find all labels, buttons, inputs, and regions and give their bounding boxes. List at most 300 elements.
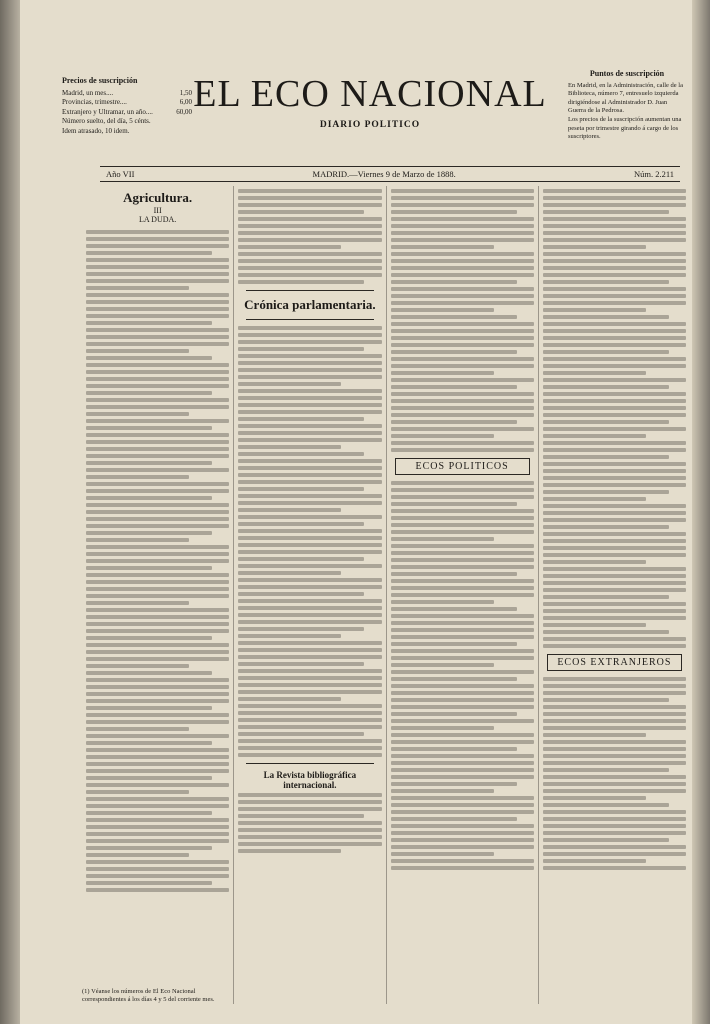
text-line xyxy=(86,230,229,234)
text-line xyxy=(86,517,229,521)
text-line xyxy=(238,683,381,687)
text-line xyxy=(238,800,381,804)
text-line xyxy=(238,452,364,456)
text-line xyxy=(391,441,534,445)
agricultura-numeral: III xyxy=(153,206,162,215)
text-line xyxy=(238,585,381,589)
cronica-body xyxy=(238,326,381,757)
text-line xyxy=(238,571,341,575)
text-line xyxy=(391,196,534,200)
text-line xyxy=(238,690,381,694)
text-line xyxy=(238,196,381,200)
text-line xyxy=(238,424,381,428)
text-line xyxy=(86,888,229,892)
text-line xyxy=(543,644,686,648)
footnote: (1) Véanse los números de El Eco Nacional correspondientes á los días 4 y 5 del corriente mes. xyxy=(82,988,215,1003)
text-line xyxy=(86,307,229,311)
text-line xyxy=(86,510,229,514)
text-line xyxy=(543,616,686,620)
revista-body xyxy=(238,793,381,853)
text-line xyxy=(543,698,669,702)
text-line xyxy=(86,531,212,535)
text-line xyxy=(391,761,534,765)
masthead xyxy=(20,62,692,162)
text-line xyxy=(543,399,686,403)
text-line xyxy=(238,347,364,351)
text-line xyxy=(543,567,686,571)
text-line xyxy=(238,259,381,263)
text-line xyxy=(543,420,669,424)
text-line xyxy=(86,552,229,556)
text-line xyxy=(543,546,686,550)
text-line xyxy=(391,509,534,513)
text-line xyxy=(543,817,686,821)
text-line xyxy=(86,412,189,416)
text-line xyxy=(391,502,517,506)
text-line xyxy=(543,259,686,263)
dateline xyxy=(100,166,680,182)
text-line xyxy=(86,685,229,689)
text-line xyxy=(543,280,669,284)
ecos-politicos-body xyxy=(391,481,534,870)
text-line xyxy=(86,762,229,766)
text-line xyxy=(238,396,381,400)
text-line xyxy=(391,586,534,590)
text-line xyxy=(391,523,534,527)
text-line xyxy=(391,301,534,305)
text-line xyxy=(543,238,686,242)
text-line xyxy=(543,789,686,793)
text-line xyxy=(86,426,212,430)
column-1 xyxy=(82,186,234,1004)
text-line xyxy=(238,326,381,330)
text-line xyxy=(391,217,534,221)
text-line xyxy=(543,691,686,695)
text-line xyxy=(238,375,381,379)
text-line xyxy=(86,832,229,836)
text-line xyxy=(86,419,229,423)
article-columns xyxy=(82,186,690,1004)
text-line xyxy=(238,606,381,610)
price-note: Número suelto, del día, 5 cénts. xyxy=(62,117,151,125)
text-line xyxy=(391,336,534,340)
text-line xyxy=(86,853,189,857)
text-line xyxy=(86,468,229,472)
text-line xyxy=(543,775,686,779)
text-line xyxy=(543,726,686,730)
text-line xyxy=(86,524,229,528)
text-line xyxy=(543,294,686,298)
text-line xyxy=(391,768,534,772)
text-line xyxy=(391,245,494,249)
divider xyxy=(246,763,373,764)
text-line xyxy=(238,210,364,214)
text-line xyxy=(543,539,686,543)
text-line xyxy=(391,378,534,382)
text-line xyxy=(543,441,686,445)
text-line xyxy=(86,846,212,850)
text-line xyxy=(238,340,381,344)
column-3-body xyxy=(391,189,534,452)
text-line xyxy=(543,782,686,786)
text-line xyxy=(391,364,534,368)
text-line xyxy=(543,287,686,291)
text-line xyxy=(543,497,646,501)
revista-title: La Revista bibliográfica internacional. xyxy=(263,770,357,790)
text-line xyxy=(238,480,381,484)
text-line xyxy=(238,431,381,435)
text-line xyxy=(86,790,189,794)
text-line xyxy=(543,364,686,368)
text-line xyxy=(238,725,381,729)
text-line xyxy=(543,329,686,333)
text-line xyxy=(391,838,534,842)
agricultura-body xyxy=(86,230,229,892)
text-line xyxy=(391,488,534,492)
text-line xyxy=(238,711,381,715)
text-line xyxy=(391,406,534,410)
text-line xyxy=(238,849,341,853)
text-line xyxy=(238,821,381,825)
text-line xyxy=(391,782,517,786)
text-line xyxy=(543,245,646,249)
text-line xyxy=(543,266,686,270)
text-line xyxy=(86,587,229,591)
text-line xyxy=(391,315,517,319)
text-line xyxy=(238,704,381,708)
text-line xyxy=(238,417,364,421)
text-line xyxy=(238,662,364,666)
ecos-politicos-title: ECOS POLITICOS xyxy=(395,458,530,475)
text-line xyxy=(86,769,229,773)
text-line xyxy=(238,224,381,228)
text-line xyxy=(391,845,534,849)
text-line xyxy=(543,322,686,326)
divider xyxy=(246,290,373,291)
text-line xyxy=(238,252,381,256)
price-row: Provincias, trimestre.... 6,00 xyxy=(62,98,192,106)
text-line xyxy=(86,489,229,493)
text-line xyxy=(543,602,686,606)
text-line xyxy=(391,357,534,361)
text-line xyxy=(86,461,212,465)
text-line xyxy=(86,867,229,871)
text-line xyxy=(86,440,229,444)
text-line xyxy=(543,217,686,221)
text-line xyxy=(86,601,189,605)
text-line xyxy=(543,483,686,487)
newspaper-title: EL ECO NACIONAL xyxy=(193,73,547,115)
text-line xyxy=(238,410,381,414)
text-line xyxy=(391,287,534,291)
text-line xyxy=(238,641,381,645)
text-line xyxy=(86,447,229,451)
text-line xyxy=(86,314,229,318)
text-line xyxy=(238,466,381,470)
text-line xyxy=(543,462,686,466)
text-line xyxy=(86,748,229,752)
ecos-extranjeros-body xyxy=(543,677,686,870)
text-line xyxy=(543,719,686,723)
text-line xyxy=(391,427,534,431)
text-line xyxy=(238,529,381,533)
text-line xyxy=(86,615,229,619)
text-line xyxy=(391,859,534,863)
text-line xyxy=(543,852,686,856)
text-line xyxy=(543,754,686,758)
text-line xyxy=(543,761,686,765)
text-line xyxy=(543,623,646,627)
text-line xyxy=(238,842,381,846)
text-line xyxy=(86,482,229,486)
text-line xyxy=(391,558,534,562)
text-line xyxy=(86,811,212,815)
text-line xyxy=(543,588,686,592)
text-line xyxy=(86,818,229,822)
text-line xyxy=(86,251,212,255)
text-line xyxy=(543,831,686,835)
column-4-body xyxy=(543,189,686,648)
text-line xyxy=(86,860,229,864)
text-line xyxy=(238,473,381,477)
text-line xyxy=(543,476,686,480)
text-line xyxy=(86,321,212,325)
text-line xyxy=(86,580,229,584)
text-line xyxy=(391,495,534,499)
text-line xyxy=(86,237,229,241)
text-line xyxy=(543,803,669,807)
text-line xyxy=(391,607,517,611)
text-line xyxy=(86,300,229,304)
text-line xyxy=(238,245,341,249)
text-line xyxy=(543,581,686,585)
text-line xyxy=(391,684,534,688)
text-line xyxy=(238,669,381,673)
text-line xyxy=(391,810,534,814)
text-line xyxy=(86,363,229,367)
text-line xyxy=(391,481,534,485)
text-line xyxy=(543,796,646,800)
text-line xyxy=(391,705,534,709)
issue-date: MADRID.—Viernes 9 de Marzo de 1888. xyxy=(312,169,456,179)
text-line xyxy=(391,628,534,632)
text-line xyxy=(543,273,686,277)
text-line xyxy=(391,663,494,667)
text-line xyxy=(391,413,534,417)
text-line xyxy=(391,238,534,242)
text-line xyxy=(238,627,364,631)
text-line xyxy=(543,684,686,688)
text-line xyxy=(86,405,229,409)
text-line xyxy=(391,614,534,618)
text-line xyxy=(86,671,212,675)
text-line xyxy=(543,677,686,681)
text-line xyxy=(543,308,646,312)
text-line xyxy=(543,455,669,459)
text-line xyxy=(86,776,212,780)
text-line xyxy=(391,712,517,716)
text-line xyxy=(391,726,494,730)
text-line xyxy=(543,838,669,842)
text-line xyxy=(543,224,686,228)
price-row: Madrid, un mes.... 1,50 xyxy=(62,88,192,97)
text-line xyxy=(391,551,534,555)
text-line xyxy=(86,265,229,269)
text-line xyxy=(86,664,189,668)
text-line xyxy=(391,329,534,333)
text-line xyxy=(86,594,229,598)
page-edge xyxy=(692,0,710,1024)
text-line xyxy=(391,656,534,660)
text-line xyxy=(543,336,686,340)
text-line xyxy=(86,692,229,696)
text-line xyxy=(391,294,534,298)
text-line xyxy=(391,824,534,828)
text-line xyxy=(238,273,381,277)
agricultura-heading xyxy=(86,190,229,224)
text-line xyxy=(238,564,381,568)
text-line xyxy=(391,733,534,737)
text-line xyxy=(391,252,534,256)
text-line xyxy=(543,609,686,613)
text-line xyxy=(86,293,229,297)
text-line xyxy=(238,438,381,442)
text-line xyxy=(391,322,534,326)
text-line xyxy=(391,565,534,569)
text-line xyxy=(391,371,494,375)
text-line xyxy=(86,573,229,577)
text-line xyxy=(86,384,229,388)
text-line xyxy=(238,522,364,526)
text-line xyxy=(238,746,381,750)
text-line xyxy=(391,266,534,270)
text-line xyxy=(238,403,381,407)
text-line xyxy=(391,231,534,235)
text-line xyxy=(238,592,364,596)
text-line xyxy=(86,342,229,346)
text-line xyxy=(543,196,686,200)
text-line xyxy=(238,697,341,701)
text-line xyxy=(86,706,212,710)
text-line xyxy=(543,252,686,256)
text-line xyxy=(86,643,229,647)
text-line xyxy=(391,259,534,263)
text-line xyxy=(238,718,381,722)
text-line xyxy=(238,578,381,582)
text-line xyxy=(543,525,669,529)
text-line xyxy=(543,357,686,361)
text-line xyxy=(391,420,517,424)
text-line xyxy=(543,511,686,515)
text-line xyxy=(543,560,646,564)
text-line xyxy=(391,754,534,758)
text-line xyxy=(543,301,686,305)
text-line xyxy=(391,866,534,870)
text-line xyxy=(238,732,364,736)
text-line xyxy=(543,768,669,772)
text-line xyxy=(238,487,364,491)
text-line xyxy=(391,385,517,389)
text-line xyxy=(391,392,534,396)
text-line xyxy=(86,755,229,759)
text-line xyxy=(86,636,212,640)
text-line xyxy=(543,747,686,751)
text-line xyxy=(238,807,381,811)
year-label: Año VII xyxy=(106,169,135,179)
text-line xyxy=(238,217,381,221)
text-line xyxy=(86,496,212,500)
newspaper-subtitle: DIARIO POLITICO xyxy=(319,120,421,130)
text-line xyxy=(86,391,212,395)
text-line xyxy=(86,566,212,570)
text-line xyxy=(238,333,381,337)
text-line xyxy=(238,814,364,818)
text-line xyxy=(391,740,534,744)
text-line xyxy=(391,747,517,751)
text-line xyxy=(543,469,686,473)
text-line xyxy=(86,622,229,626)
text-line xyxy=(86,741,212,745)
text-line xyxy=(238,648,381,652)
text-line xyxy=(238,382,341,386)
text-line xyxy=(86,734,229,738)
text-line xyxy=(391,434,494,438)
text-line xyxy=(86,713,229,717)
text-line xyxy=(391,280,517,284)
subscription-points-heading: Puntos de suscripción xyxy=(589,69,665,78)
agricultura-continued xyxy=(238,189,381,284)
text-line xyxy=(238,445,341,449)
text-line xyxy=(238,599,381,603)
text-line xyxy=(543,553,686,557)
text-line xyxy=(391,852,494,856)
text-line xyxy=(391,537,494,541)
text-line xyxy=(86,699,229,703)
subscription-point-line: Los precios de la suscripción aumentan una peseta por trimestre girando á cargo de los suscriptores. xyxy=(568,115,682,141)
text-line xyxy=(543,203,686,207)
text-line xyxy=(238,613,381,617)
text-line xyxy=(238,793,381,797)
text-line xyxy=(238,634,341,638)
text-line xyxy=(543,630,669,634)
text-line xyxy=(543,637,686,641)
text-line xyxy=(543,371,646,375)
text-line xyxy=(391,698,534,702)
text-line xyxy=(86,335,229,339)
text-line xyxy=(391,803,534,807)
text-line xyxy=(543,824,686,828)
price-row: Extranjero y Ultramar, un año.... 60,00 xyxy=(62,107,192,116)
text-line xyxy=(238,835,381,839)
text-line xyxy=(238,203,381,207)
text-line xyxy=(86,349,189,353)
cronica-title: Crónica parlamentaria. xyxy=(244,297,376,312)
text-line xyxy=(543,712,686,716)
text-line xyxy=(238,828,381,832)
text-line xyxy=(543,427,686,431)
text-line xyxy=(238,266,381,270)
text-line xyxy=(86,244,229,248)
text-line xyxy=(543,350,669,354)
text-line xyxy=(238,368,381,372)
price-note: Idem atrasado, 10 idem. xyxy=(62,126,130,135)
text-line xyxy=(543,385,669,389)
text-line xyxy=(86,370,229,374)
text-line xyxy=(391,817,517,821)
text-line xyxy=(238,354,381,358)
text-line xyxy=(238,655,381,659)
text-line xyxy=(86,475,189,479)
